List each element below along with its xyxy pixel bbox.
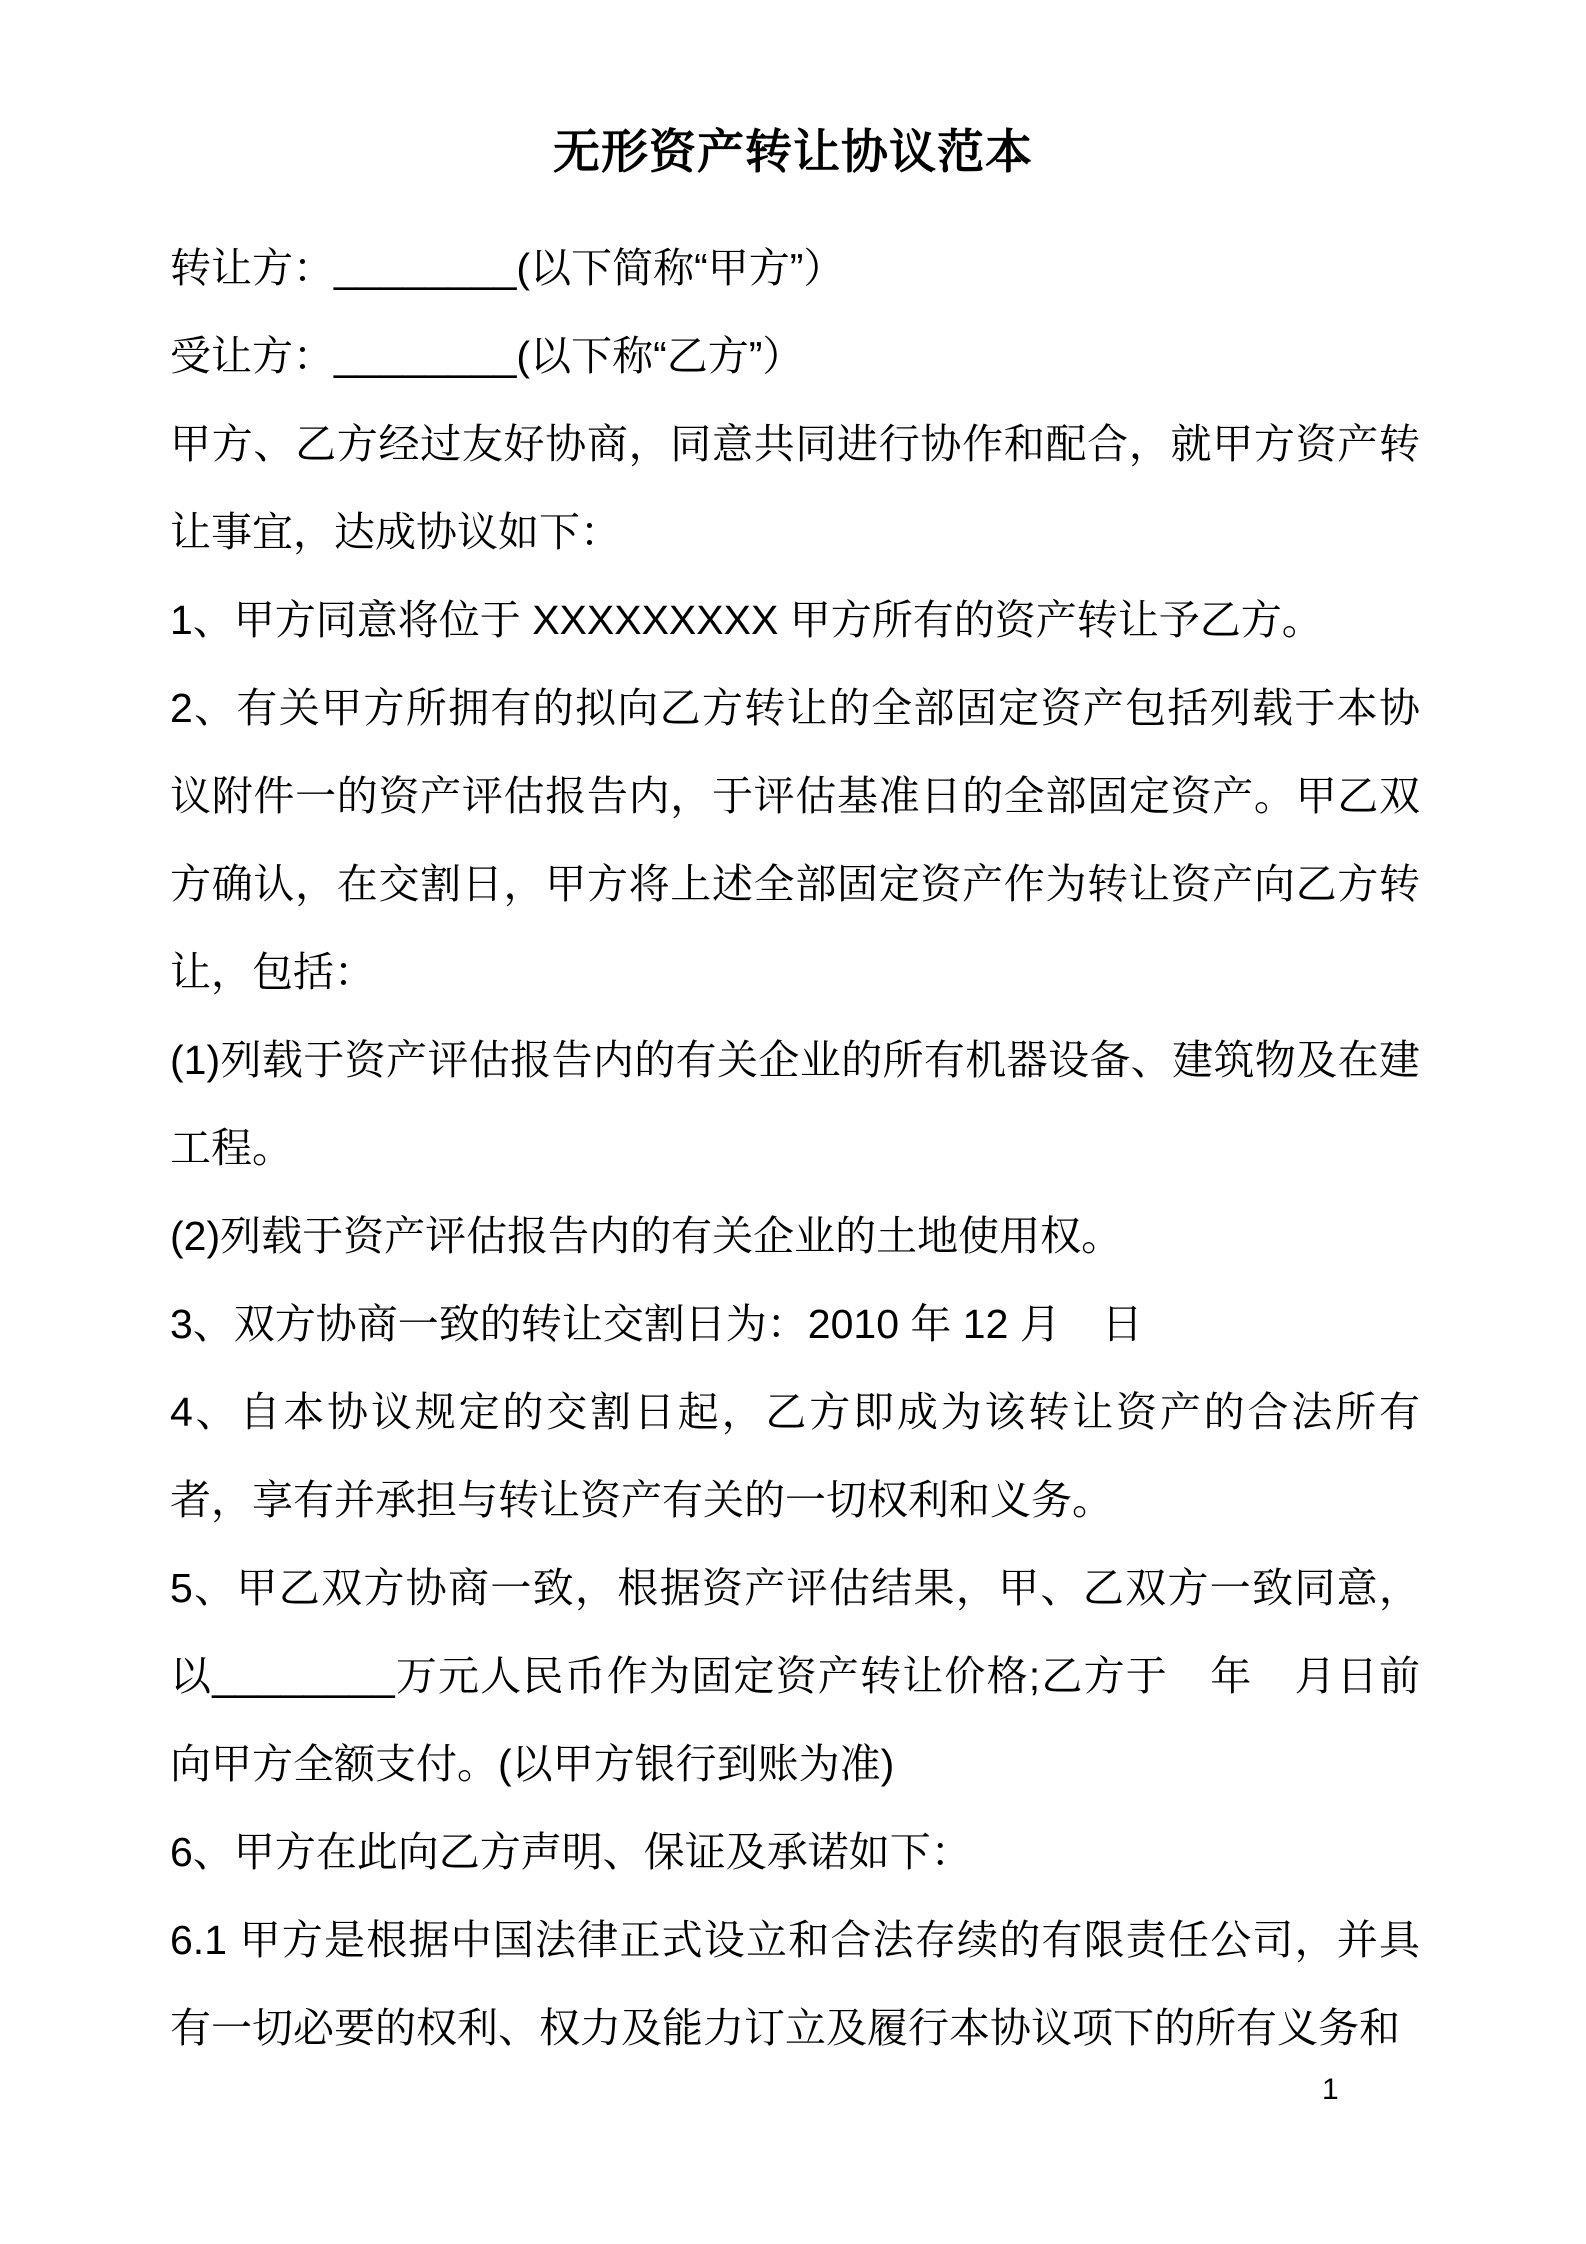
clause-6: 6、甲方在此向乙方声明、保证及承诺如下： — [170, 1829, 972, 1875]
clause-4: 4、自本协议规定的交割日起，乙方即成为该转让资产的合法所有者，享有并承担与转让资产有关的一切权利和义务。 — [170, 1389, 1420, 1523]
preamble: 甲方、乙方经过友好协商，同意共同进行协作和配合，就甲方资产转让事宜，达成协议如下： — [170, 421, 1420, 555]
transferor-line: 转让方：________(以下简称“甲方”） — [170, 245, 845, 291]
clause-3: 3、双方协商一致的转让交割日为：2010 年 12 月 日 — [170, 1301, 1143, 1347]
document-body — [170, 224, 1420, 2072]
clause-6-1: 6.1 甲方是根据中国法律正式设立和合法存续的有限责任公司，并具有一切必要的权利、权力及能力订立及履行本协议项下的所有义务和 — [170, 1917, 1420, 2051]
transferee-line: 受让方：________(以下称“乙方”） — [170, 333, 804, 379]
document-title: 无形资产转让协议范本 — [553, 125, 1033, 178]
clause-5: 5、甲乙双方协商一致，根据资产评估结果，甲、乙双方一致同意，以________万元人民币作为固定资产转让价格;乙方于 年 月日前向甲方全额支付。(以甲方银行到账为准) — [170, 1565, 1420, 1787]
clause-2: 2、有关甲方所拥有的拟向乙方转让的全部固定资产包括列载于本协议附件一的资产评估报告内，于评估基准日的全部固定资产。甲乙双方确认，在交割日，甲方将上述全部固定资产作为转让资产向乙方转让，包括： — [170, 685, 1420, 995]
clause-1: 1、甲方同意将位于 XXXXXXXXX 甲方所有的资产转让予乙方。 — [170, 597, 1323, 643]
clause-2-item-2: (2)列载于资产评估报告内的有关企业的土地使用权。 — [170, 1213, 1123, 1259]
page-number: 1 — [1322, 2073, 1339, 2106]
clause-2-item-1: (1)列载于资产评估报告内的有关企业的所有机器设备、建筑物及在建工程。 — [170, 1037, 1420, 1171]
